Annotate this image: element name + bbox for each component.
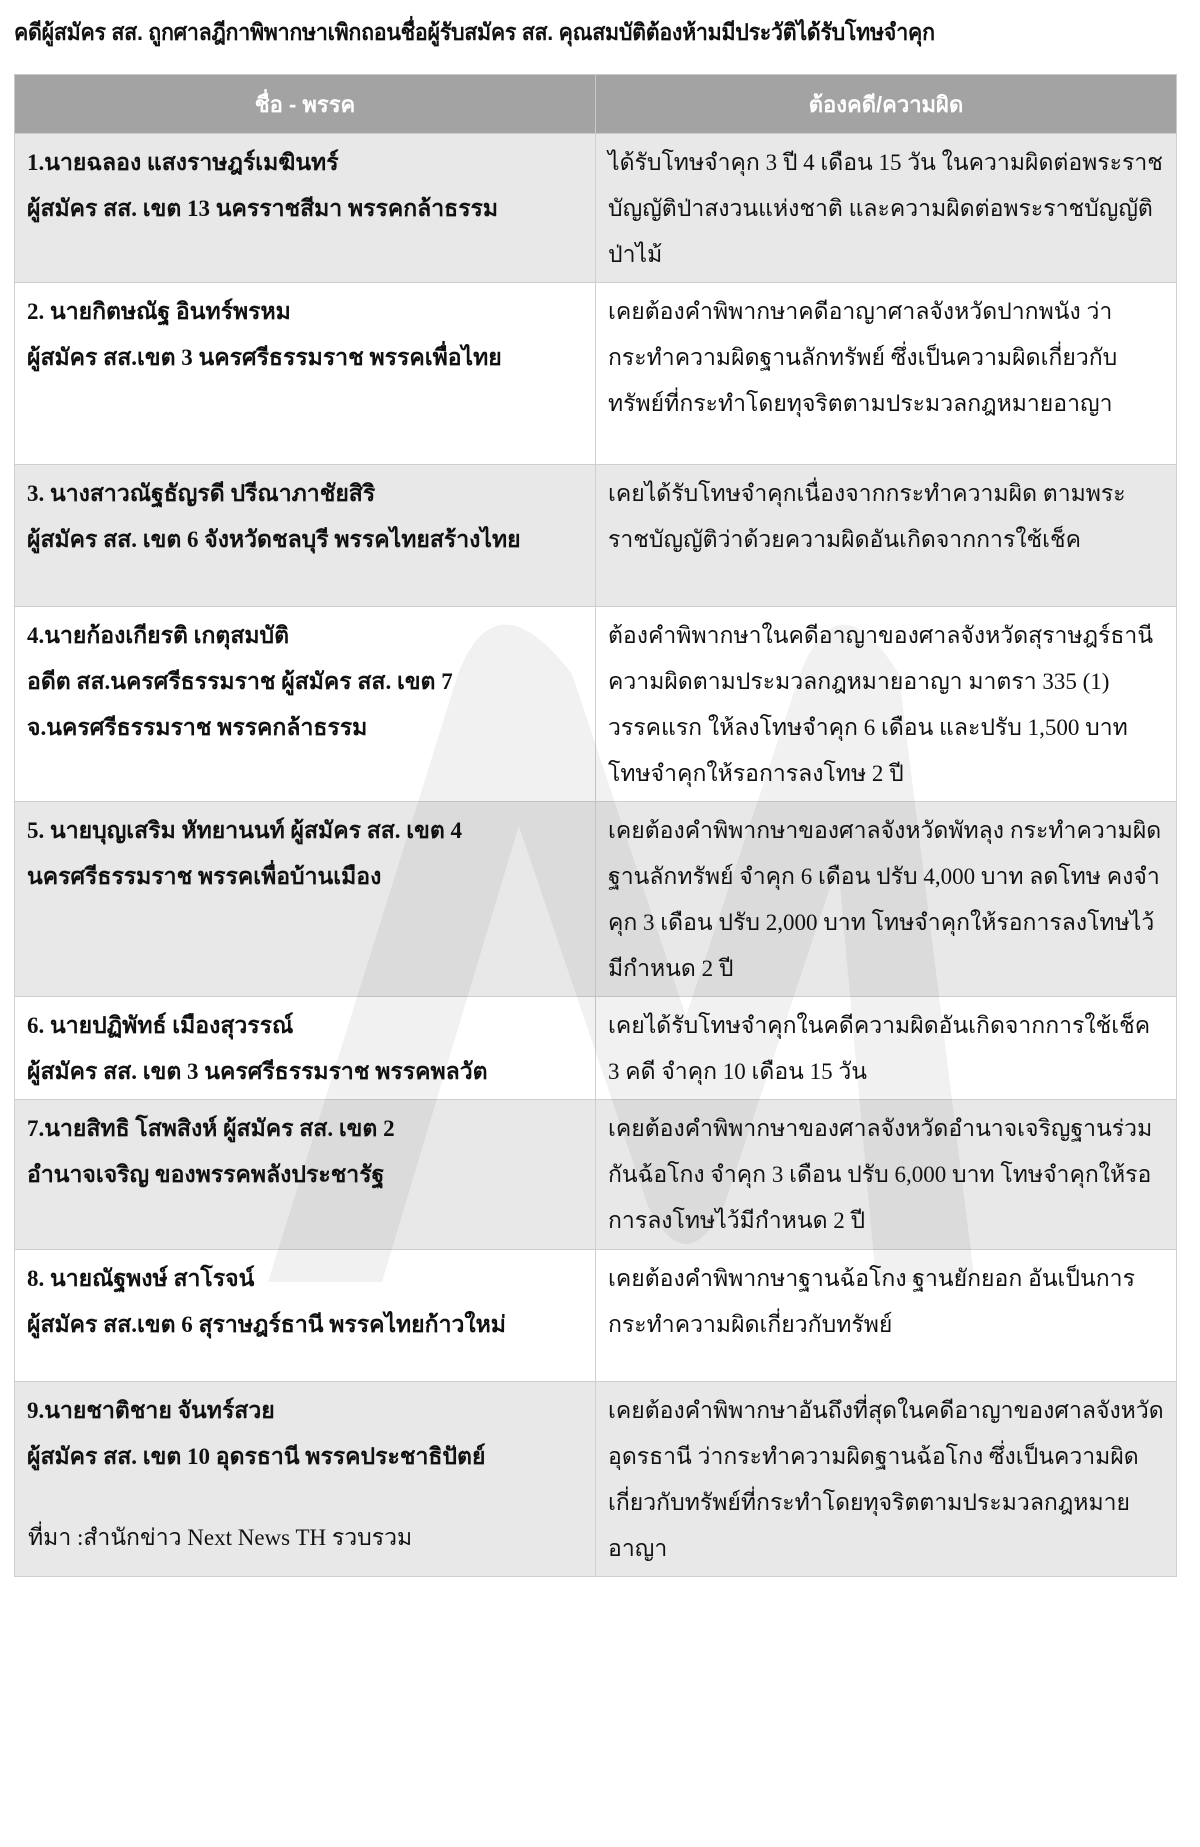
candidate-name: 1.นายฉลอง แสงราษฎร์เมฆินทร์ xyxy=(27,150,339,175)
column-header-name-party: ชื่อ - พรรค xyxy=(15,75,596,134)
page-title: คดีผู้สมัคร สส. ถูกศาลฎีกาพิพากษาเพิกถอนชื่อผู้รับสมัคร สส. คุณสมบัติต้องห้ามมีประวัติได้รับโทษจำคุก xyxy=(14,19,935,45)
source-credit: ที่มา :สำนักข่าว Next News TH รวบรวม xyxy=(28,1525,413,1550)
candidate-detail: ผู้สมัคร สส. เขต 13 นครราชสีมา พรรคกล้าธรรม xyxy=(27,196,499,221)
candidate-detail: ผู้สมัคร สส. เขต 10 อุดรธานี พรรคประชาธิปัตย์ xyxy=(27,1444,486,1469)
candidate-detail: นครศรีธรรมราช พรรคเพื่อบ้านเมือง xyxy=(27,864,382,889)
table-row xyxy=(15,283,1177,465)
candidate-name: 8. นายณัฐพงษ์ สาโรจน์ xyxy=(27,1266,255,1291)
candidate-detail: อำนาจเจริญ ของพรรคพลังประชารัฐ xyxy=(27,1162,385,1187)
table-header-row xyxy=(15,75,1177,134)
candidate-cell xyxy=(15,997,596,1100)
candidate-detail: ผู้สมัคร สส. เขต 3 นครศรีธรรมราช พรรคพลวัต xyxy=(27,1059,488,1084)
case-description: เคยต้องคำพิพากษาอันถึงที่สุดในคดีอาญาของศาลจังหวัดอุดรธานี ว่ากระทำความผิดฐานฉ้อโกง ซึ่งเป็นความผิดเกี่ยวกับทรัพย์ที่กระทำโดยทุจริตตามประมวลกฎหมายอาญา xyxy=(596,1382,1177,1577)
case-description: เคยได้รับโทษจำคุกในคดีความผิดอันเกิดจากการใช้เช็ค 3 คดี จำคุก 10 เดือน 15 วัน xyxy=(596,997,1177,1100)
candidate-detail: ผู้สมัคร สส.เขต 6 สุราษฎร์ธานี พรรคไทยก้าวใหม่ xyxy=(27,1312,506,1337)
candidate-cell xyxy=(15,802,596,997)
candidates-case-table xyxy=(14,74,1177,1577)
candidate-cell xyxy=(15,1100,596,1250)
case-description: เคยได้รับโทษจำคุกเนื่องจากกระทำความผิด ตามพระราชบัญญัติว่าด้วยความผิดอันเกิดจากการใช้เช็ค xyxy=(596,465,1177,607)
candidate-name: 4.นายก้องเกียรติ เกตุสมบัติ xyxy=(27,623,290,648)
case-description: ต้องคำพิพากษาในคดีอาญาของศาลจังหวัดสุราษฎร์ธานี ความผิดตามประมวลกฎหมายอาญา มาตรา 335 (1) วรรคแรก ให้ลงโทษจำคุก 6 เดือน และปรับ 1,500 บาท โทษจำคุกให้รอการลงโทษ 2 ปี xyxy=(596,607,1177,802)
column-header-case-offense: ต้องคดี/ความผิด xyxy=(596,75,1177,134)
candidate-name: 6. นายปฏิพัทธ์ เมืองสุวรรณ์ xyxy=(27,1013,294,1038)
table-row xyxy=(15,997,1177,1100)
candidate-name: 9.นายชาติชาย จันทร์สวย xyxy=(27,1398,275,1423)
candidate-detail: ผู้สมัคร สส.เขต 3 นครศรีธรรมราช พรรคเพื่อไทย xyxy=(27,345,502,370)
candidate-cell xyxy=(15,1250,596,1382)
table-row xyxy=(15,1100,1177,1250)
case-description: เคยต้องคำพิพากษาฐานฉ้อโกง ฐานยักยอก อันเป็นการกระทำความผิดเกี่ยวกับทรัพย์ xyxy=(596,1250,1177,1382)
candidate-name: 3. นางสาวณัฐธัญรดี ปรีณาภาชัยสิริ xyxy=(27,481,376,506)
candidate-name: 7.นายสิทธิ โสพสิงห์ ผู้สมัคร สส. เขต 2 xyxy=(27,1116,395,1141)
table-row xyxy=(15,134,1177,283)
table-row xyxy=(15,465,1177,607)
candidate-detail: อดีต สส.นครศรีธรรมราช ผู้สมัคร สส. เขต 7 จ.นครศรีธรรมราช พรรคกล้าธรรม xyxy=(27,669,453,740)
table-row xyxy=(15,607,1177,802)
case-description: เคยต้องคำพิพากษาของศาลจังหวัดอำนาจเจริญฐานร่วมกันฉ้อโกง จำคุก 3 เดือน ปรับ 6,000 บาท โทษจำคุกให้รอการลงโทษไว้มีกำหนด 2 ปี xyxy=(596,1100,1177,1250)
case-description: เคยต้องคำพิพากษาคดีอาญาศาลจังหวัดปากพนัง ว่ากระทำความผิดฐานลักทรัพย์ ซึ่งเป็นความผิดเกี่ยวกับทรัพย์ที่กระทำโดยทุจริตตามประมวลกฎหมายอาญา xyxy=(596,283,1177,465)
table-row xyxy=(15,802,1177,997)
table-row xyxy=(15,1250,1177,1382)
candidate-name: 5. นายบุญเสริม หัทยานนท์ ผู้สมัคร สส. เขต 4 xyxy=(27,818,463,843)
case-description: ได้รับโทษจำคุก 3 ปี 4 เดือน 15 วัน ในความผิดต่อพระราชบัญญัติป่าสงวนแห่งชาติ และความผิดต่อพระราชบัญญัติป่าไม้ xyxy=(596,134,1177,283)
candidate-cell xyxy=(15,283,596,465)
candidate-name: 2. นายกิตษณัฐ อินทร์พรหม xyxy=(27,299,291,324)
candidate-cell xyxy=(15,607,596,802)
case-description: เคยต้องคำพิพากษาของศาลจังหวัดพัทลุง กระทำความผิดฐานลักทรัพย์ จำคุก 6 เดือน ปรับ 4,000 บาท ลดโทษ คงจำคุก 3 เดือน ปรับ 2,000 บาท โทษจำคุกให้รอการลงโทษไว้มีกำหนด 2 ปี xyxy=(596,802,1177,997)
candidate-cell xyxy=(15,134,596,283)
candidate-detail: ผู้สมัคร สส. เขต 6 จังหวัดชลบุรี พรรคไทยสร้างไทย xyxy=(27,527,521,552)
candidate-cell xyxy=(15,465,596,607)
